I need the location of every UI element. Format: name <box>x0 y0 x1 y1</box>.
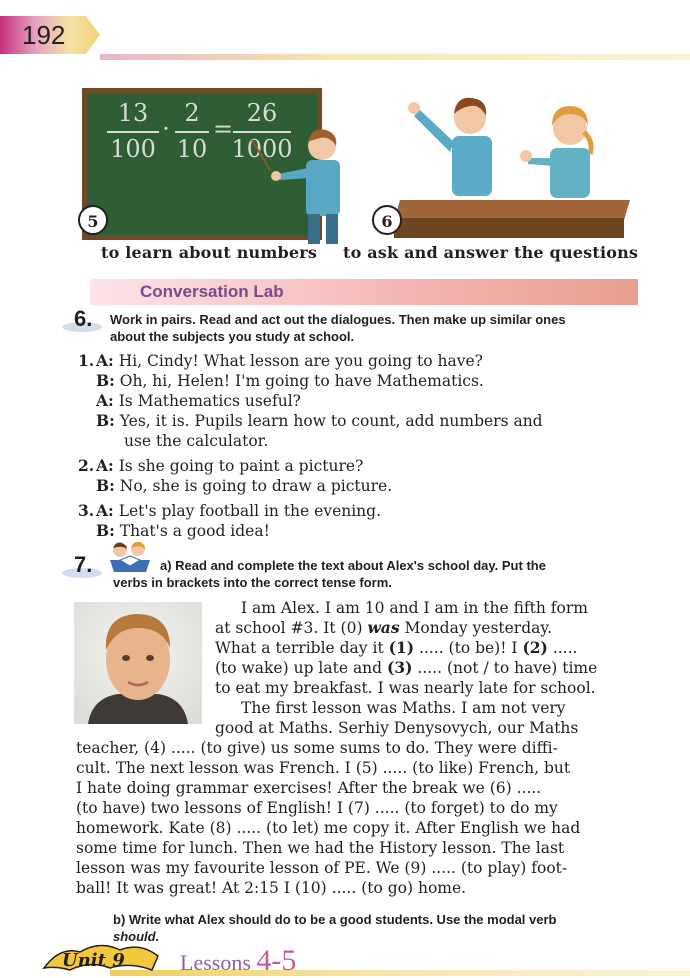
dialogue-line: A: Hi, Cindy! What lesson are you going to have? <box>96 351 483 370</box>
exercise-7-text-line-13: some time for lunch. Then we had the History lesson. The last <box>76 839 565 857</box>
board-denominator-2: 10 <box>176 135 208 163</box>
caption-ask-answer: to ask and answer the questions <box>343 243 639 262</box>
exercise-7-text-line-6: The first lesson was Maths. I am not very <box>241 699 566 717</box>
exercise-6-instruction-line-2: about the subjects you study at school. <box>110 329 355 344</box>
exercise-7-text-line-7: good at Maths. Serhiy Denysovych, our Maths <box>215 719 579 737</box>
exercise-7b-instruction-line-2: should. <box>113 929 160 944</box>
dialogue-line: B: Oh, hi, Helen! I'm going to have Mathematics. <box>96 371 484 390</box>
board-numerator-3: 26 <box>246 99 278 127</box>
exercise-7-text-line-4: (to wake) up late and (3) ..... (not / to have) time <box>215 658 598 677</box>
board-fraction-bar-1 <box>107 131 159 133</box>
dialogue-line: B: That's a good idea! <box>96 521 270 540</box>
teacher-boy-illustration <box>250 118 350 248</box>
unit-logo <box>40 936 164 974</box>
page-number: 192 <box>22 20 66 50</box>
section-title: Conversation Lab <box>140 282 284 301</box>
footer-lessons: Lessons 4-5 <box>180 944 297 977</box>
board-denominator-1: 100 <box>110 135 156 163</box>
exercise-7a-instruction-line-1: a) Read and complete the text about Alex's school day. Put the <box>160 558 546 573</box>
exercise-7-text-line-12: homework. Kate (8) ..... (to let) me copy it. After English we had <box>76 819 581 837</box>
svg-text:Unit 9: Unit 9 <box>62 950 125 971</box>
exercise-7-text-line-8: teacher, (4) ..... (to give) us some sums to do. They were diffi- <box>76 739 558 757</box>
dialogue-1-number: 1. <box>78 351 95 370</box>
dialogue-line: A: Is she going to paint a picture? <box>96 456 364 475</box>
pupils-at-desk-illustration <box>380 88 644 240</box>
board-denominator-3: 1000 <box>231 135 293 163</box>
exercise-7-text-line-11: (to have) two lessons of English! I (7) ..... (to forget) to do my <box>76 799 558 817</box>
dialogue-line: B: Yes, it is. Pupils learn how to count, add numbers and <box>96 411 543 430</box>
exercise-7-text-line-10: I hate doing grammar exercises! After the break we (6) ..... <box>76 779 542 797</box>
exercise-7-text-line-1: I am Alex. I am 10 and I am in the fifth form <box>241 599 588 617</box>
exercise-7b-instruction-line-1: b) Write what Alex should do to be a good students. Use the modal verb <box>113 912 557 927</box>
exercise-7-text-line-2: at school #3. It (0) was Monday yesterday. <box>215 618 553 637</box>
dialogue-line: A: Is Mathematics useful? <box>96 391 301 410</box>
board-fraction-bar-2 <box>175 131 209 133</box>
exercise-6-number: 6. <box>74 306 93 331</box>
alex-photo <box>74 602 202 724</box>
exercise-7-text-line-5: to eat my breakfast. I was nearly late for school. <box>215 679 596 697</box>
illustration-number-5: 5 <box>78 205 108 235</box>
exercise-7-number: 7. <box>74 552 93 577</box>
exercise-7-text-line-15: ball! It was great! At 2:15 I (10) ..... (to go) home. <box>76 879 467 897</box>
board-numerator-2: 2 <box>184 99 200 127</box>
dialogue-2-number: 2. <box>78 456 95 475</box>
board-dot: · <box>162 115 170 143</box>
exercise-7a-instruction-line-2: verbs in brackets into the correct tense form. <box>113 575 392 590</box>
reading-pupils-icon <box>108 540 152 574</box>
illustration-number-6: 6 <box>372 205 402 235</box>
dialogue-line: B: No, she is going to draw a picture. <box>96 476 393 495</box>
exercise-6-instruction-line-1: Work in pairs. Read and act out the dialogues. Then make up similar ones <box>110 312 566 327</box>
exercise-7-text-line-3: What a terrible day it (1) ..... (to be)! I (2) ..... <box>215 638 578 657</box>
dialogue-line: use the calculator. <box>124 432 269 450</box>
board-numerator-1: 13 <box>117 99 149 127</box>
dialogue-line: A: Let's play football in the evening. <box>96 501 382 520</box>
header-rule <box>100 54 690 60</box>
caption-learn-numbers: to learn about numbers <box>101 243 318 262</box>
exercise-7-text-line-9: cult. The next lesson was French. I (5) ..... (to like) French, but <box>76 759 571 777</box>
exercise-7-text-line-14: lesson was my favourite lesson of PE. We (9) ..... (to play) foot- <box>76 859 568 877</box>
board-equals: = <box>213 115 234 143</box>
dialogue-3-number: 3. <box>78 501 95 520</box>
